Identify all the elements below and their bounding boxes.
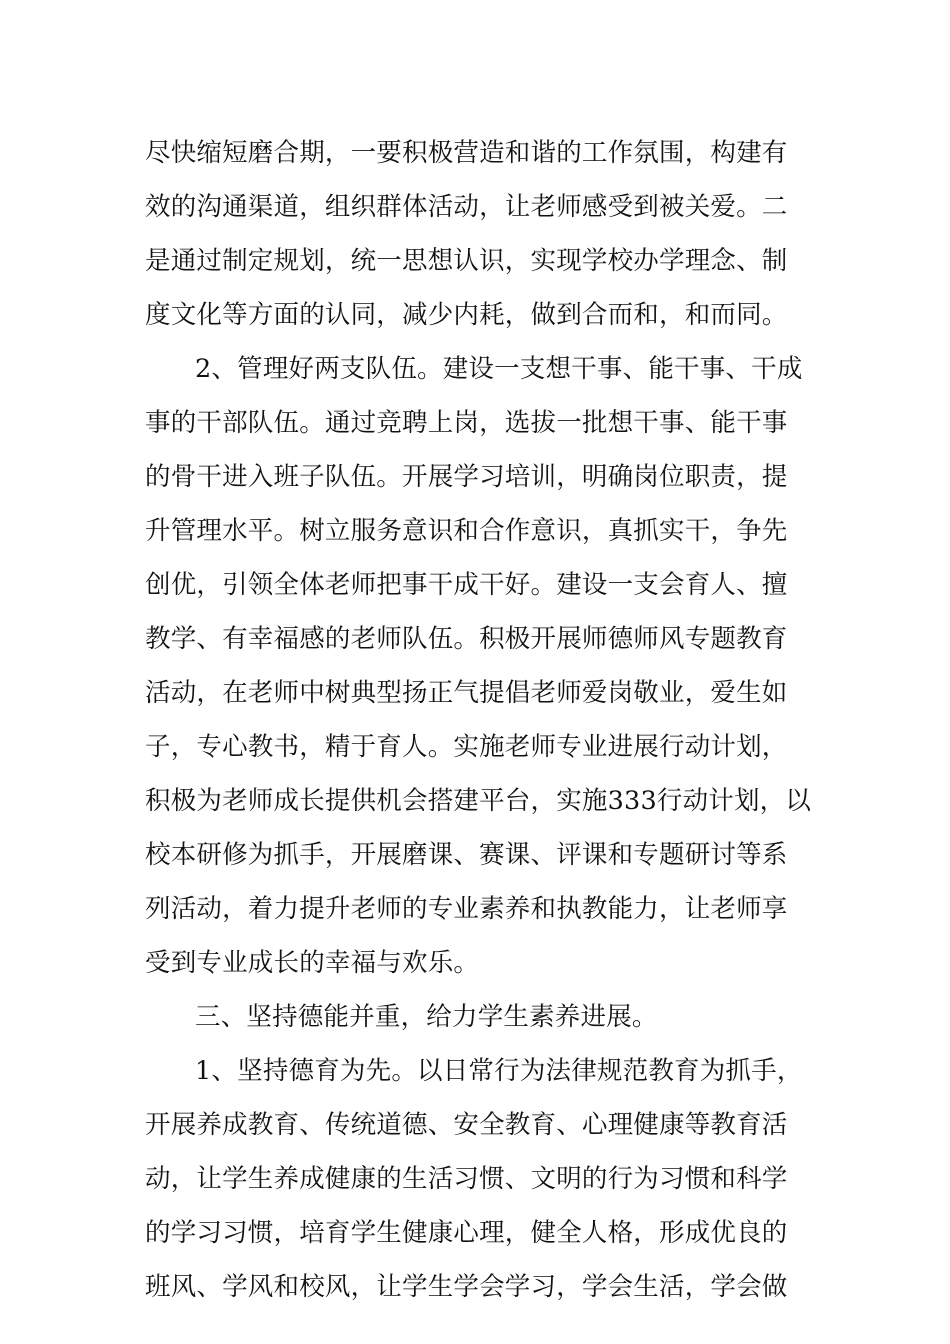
section-heading: 三、坚持德能并重，给力学生素养进展。 bbox=[195, 1002, 658, 1032]
text-line: 事的干部队伍。通过竞聘上岗，选拔一批想干事、能干事 bbox=[145, 408, 788, 438]
text-line: 创优，引领全体老师把事干成干好。建设一支会育人、擅 bbox=[145, 570, 788, 600]
text-line: 教学、有幸福感的老师队伍。积极开展师德师风专题教育 bbox=[145, 624, 788, 654]
text-line: 班风、学风和校风，让学生学会学习，学会生活，学会做 bbox=[145, 1272, 788, 1302]
text-line: 度文化等方面的认同，减少内耗，做到合而和，和而同。 bbox=[145, 300, 788, 330]
text-line: 升管理水平。树立服务意识和合作意识，真抓实干，争先 bbox=[145, 516, 788, 546]
paragraph-start-line: 1、坚持德育为先。以日常行为法律规范教育为抓手， bbox=[195, 1056, 803, 1086]
text-line: 是通过制定规划，统一思想认识，实现学校办学理念、制 bbox=[145, 246, 788, 276]
text-line: 的学习习惯，培育学生健康心理，健全人格，形成优良的 bbox=[145, 1218, 788, 1248]
text-line: 的骨干进入班子队伍。开展学习培训，明确岗位职责，提 bbox=[145, 462, 788, 492]
text-line: 积极为老师成长提供机会搭建平台，实施333行动计划，以 bbox=[145, 786, 812, 816]
text-line: 列活动，着力提升老师的专业素养和执教能力，让老师享 bbox=[145, 894, 788, 924]
document-body bbox=[145, 126, 815, 1314]
text-line: 受到专业成长的幸福与欢乐。 bbox=[145, 948, 480, 978]
text-line: 效的沟通渠道，组织群体活动，让老师感受到被关爱。二 bbox=[145, 192, 788, 222]
text-line: 子，专心教书，精于育人。实施老师专业进展行动计划， bbox=[145, 732, 788, 762]
text-line: 动，让学生养成健康的生活习惯、文明的行为习惯和科学 bbox=[145, 1164, 788, 1194]
text-line: 校本研修为抓手，开展磨课、赛课、评课和专题研讨等系 bbox=[145, 840, 788, 870]
paragraph-start-line: 2、管理好两支队伍。建设一支想干事、能干事、干成 bbox=[195, 354, 803, 384]
text-line: 尽快缩短磨合期，一要积极营造和谐的工作氛围，构建有 bbox=[145, 138, 788, 168]
text-line: 活动，在老师中树典型扬正气提倡老师爱岗敬业，爱生如 bbox=[145, 678, 788, 708]
text-line: 开展养成教育、传统道德、安全教育、心理健康等教育活 bbox=[145, 1110, 788, 1140]
